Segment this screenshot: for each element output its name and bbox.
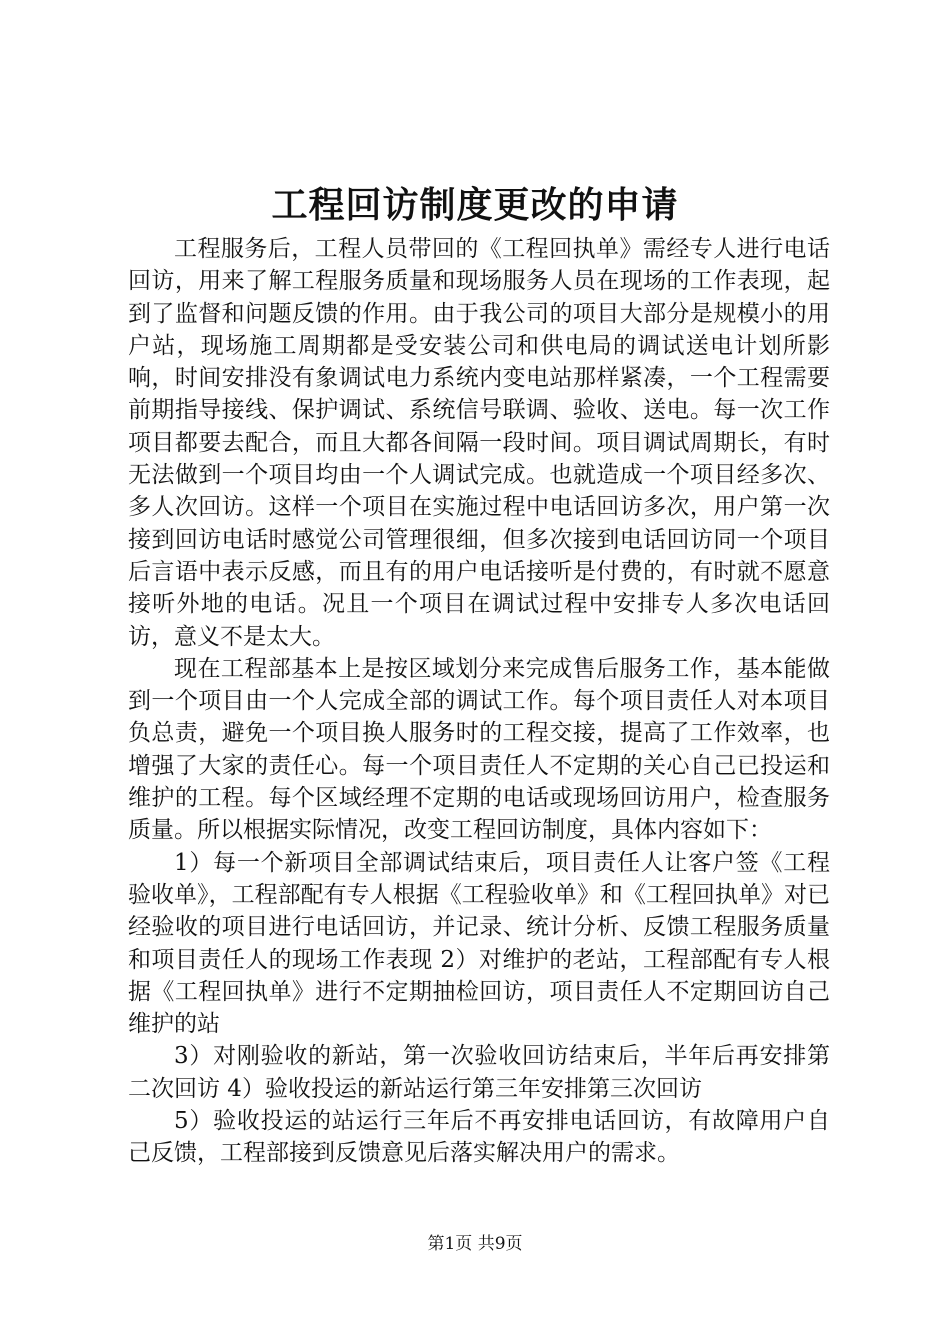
page-number-footer: 第1页 共9页	[427, 1234, 523, 1254]
paragraph-item-5: 5）验收投运的站运行三年后不再安排电话回访，有故障用户自己反馈，工程部接到反馈意见后落实解决用户的需求。	[128, 1108, 830, 1167]
paragraph-background: 工程服务后，工程人员带回的《工程回执单》需经专人进行电话回访，用来了解工程服务质量和现场服务人员在现场的工作表现，起到了监督和问题反馈的作用。由于我公司的项目大部分是规模小的用户站，现场施工周期都是受安装公司和供电局的调试送电计划所影响，时间安排没有象调试电力系统内变电站那样紧凑，一个工程需要前期指导接线、保护调试、系统信号联调、验收、送电。每一次工作项目都要去配合，而且大都各间隔一段时间。项目调试周期长，有时无法做到一个项目均由一个人调试完成。也就造成一个项目经多次、多人次回访。这样一个项目在实施过程中电话回访多次，用户第一次接到回访电话时感觉公司管理很细，但多次接到电话回访同一个项目后言语中表示反感，而且有的用户电话接听是付费的，有时就不愿意接听外地的电话。况且一个项目在调试过程中安排专人多次电话回访，意义不是太大。	[128, 236, 830, 650]
page-title: 工程回访制度更改的申请	[271, 184, 679, 226]
paragraph-item-1-2: 1）每一个新项目全部调试结束后，项目责任人让客户签《工程验收单》，工程部配有专人根据《工程验收单》和《工程回执单》对已经验收的项目进行电话回访，并记录、统计分析、反馈工程服务质量和项目责任人的现场工作表现 2）对维护的老站，工程部配有专人根据《工程回执单》进行不定期抽检回访，项目责任人不定期回访自己维护的站	[128, 849, 830, 1038]
paragraph-item-3-4: 3）对刚验收的新站，第一次验收回访结束后，半年后再安排第二次回访 4）验收投运的新站运行第三年安排第三次回访	[128, 1043, 830, 1102]
paragraph-current-situation: 现在工程部基本上是按区域划分来完成售后服务工作，基本能做到一个项目由一个人完成全部的调试工作。每个项目责任人对本项目负总责，避免一个项目换人服务时的工程交接，提高了工作效率，也增强了大家的责任心。每一个项目责任人不定期的关心自己已投运和维护的工程。每个区域经理不定期的电话或现场回访用户，检查服务质量。所以根据实际情况，改变工程回访制度，具体内容如下：	[128, 655, 830, 844]
document-body	[128, 233, 830, 1170]
